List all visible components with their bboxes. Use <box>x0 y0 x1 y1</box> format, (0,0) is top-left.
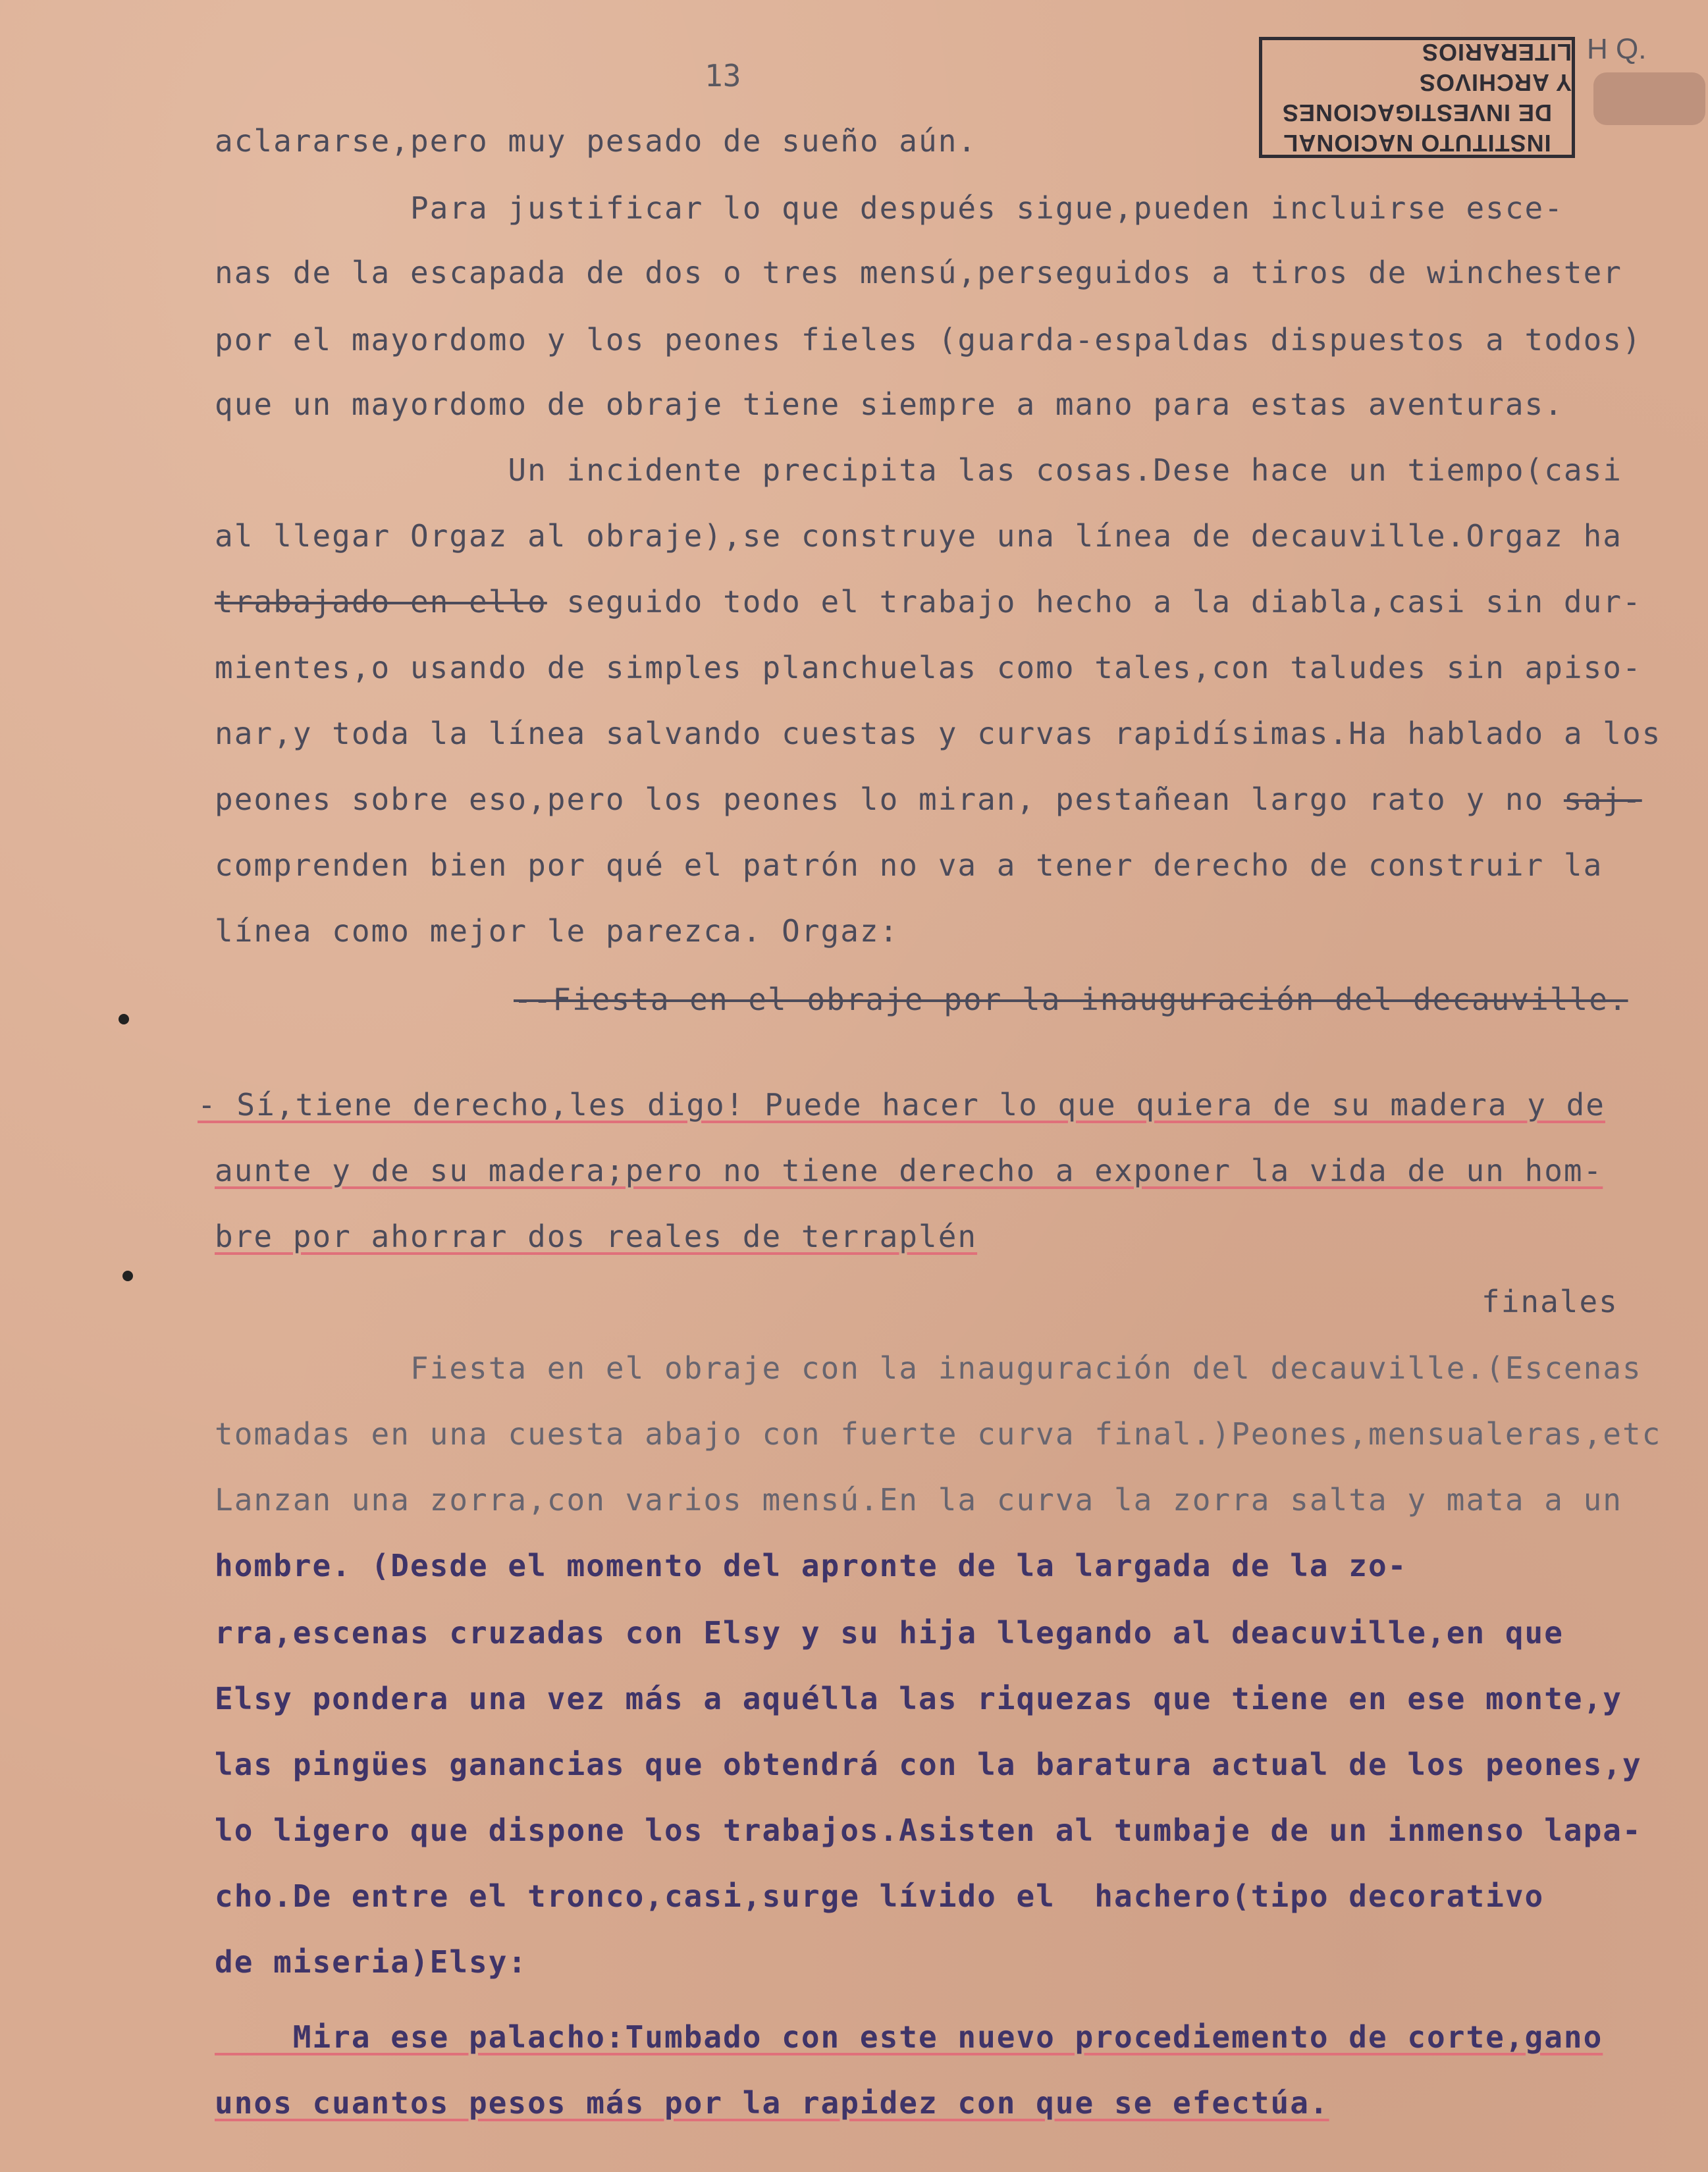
line-text: peones sobre eso,pero los peones lo miran, pestañean largo rato y no <box>215 781 1545 817</box>
corner-note: H Q. <box>1587 33 1647 65</box>
speech-line: - Sí,tiene derecho,les digo! Puede hacer lo que quiera de su madera y de <box>198 1087 1605 1123</box>
speech-line: unos cuantos pesos más por la rapidez con que se efectúa. <box>215 2085 1329 2121</box>
text-line: cho.De entre el tronco,casi,surge lívido el hachero(tipo decorativo <box>215 1878 1545 1914</box>
text-line: lo ligero que dispone los trabajos.Asisten al tumbaje de un inmenso lapa- <box>215 1813 1642 1848</box>
text-line: tomadas en una cuesta abajo con fuerte curva final.)Peones,mensualeras,etc <box>215 1416 1662 1452</box>
text-line: comprenden bien por qué el patrón no va a tener derecho de construir la <box>215 847 1603 883</box>
text-line: nas de la escapada de dos o tres mensú,perseguidos a tiros de winchester <box>215 255 1622 290</box>
stamp-line-3: Y ARCHIVOS LITERARIOS <box>1418 39 1572 96</box>
institute-stamp <box>1259 37 1575 158</box>
text-line: mientes,o usando de simples planchuelas como tales,con taludes sin apiso- <box>215 650 1642 685</box>
text-line <box>215 781 1642 818</box>
struck-text: trabajado en ello <box>215 584 547 620</box>
line-text: seguido todo el trabajo hecho a la diabla,casi sin dur- <box>566 584 1642 620</box>
struck-text: saj- <box>1563 781 1642 817</box>
text-line: Fiesta en el obraje con la inauguración del decauville.(Escenas <box>215 1350 1642 1386</box>
margin-dot <box>119 1014 129 1024</box>
text-line: que un mayordomo de obraje tiene siempre a mano para estas aventuras. <box>215 386 1564 422</box>
struck-line: --Fiesta en el obraje por la inauguración del decauville. <box>514 982 1628 1017</box>
text-line: Para justificar lo que después sigue,pueden incluirse esce- <box>215 190 1564 226</box>
speech-line: aunte y de su madera;pero no tiene derecho a exponer la vida de un hom- <box>215 1153 1603 1188</box>
margin-dot <box>122 1271 133 1281</box>
speech-line: bre por ahorrar dos reales de terraplén <box>215 1219 978 1254</box>
text-line: Lanzan una zorra,con varios mensú.En la curva la zorra salta y mata a un <box>215 1482 1622 1518</box>
text-line: rra,escenas cruzadas con Elsy y su hija llegando al deacuville,en que <box>215 1615 1564 1651</box>
text-line: Un incidente precipita las cosas.Dese hace un tiempo(casi <box>215 452 1622 488</box>
text-line: de miseria)Elsy: <box>215 1944 528 1980</box>
text-line: hombre. (Desde el momento del apronte de la largada de la zo- <box>215 1548 1408 1583</box>
text-line: las pingües ganancias que obtendrá con la baratura actual de los peones,y <box>215 1747 1642 1782</box>
handwritten-insert: finales <box>1481 1284 1618 1319</box>
text-line: Elsy pondera una vez más a aquélla las riquezas que tiene en ese monte,y <box>215 1681 1622 1716</box>
smudge <box>1593 72 1705 125</box>
text-line: nar,y toda la línea salvando cuestas y curvas rapidísimas.Ha hablado a los <box>215 716 1662 751</box>
text-line: línea como mejor le parezca. Orgaz: <box>215 913 899 949</box>
text-line <box>215 583 1642 620</box>
stamp-line-2: DE INVESTIGACIONES <box>1281 99 1553 126</box>
page-number: 13 <box>705 58 741 93</box>
stamp-line-1: INSTITUTO NACIONAL <box>1283 130 1551 157</box>
text-line: al llegar Orgaz al obraje),se construye una línea de decauville.Orgaz ha <box>215 518 1622 554</box>
speech-line: Mira ese palacho:Tumbado con este nuevo procediemento de corte,gano <box>215 2019 1603 2055</box>
text-line: por el mayordomo y los peones fieles (guarda-espaldas dispuestos a todos) <box>215 322 1642 358</box>
text-line: aclararse,pero muy pesado de sueño aún. <box>215 123 978 159</box>
